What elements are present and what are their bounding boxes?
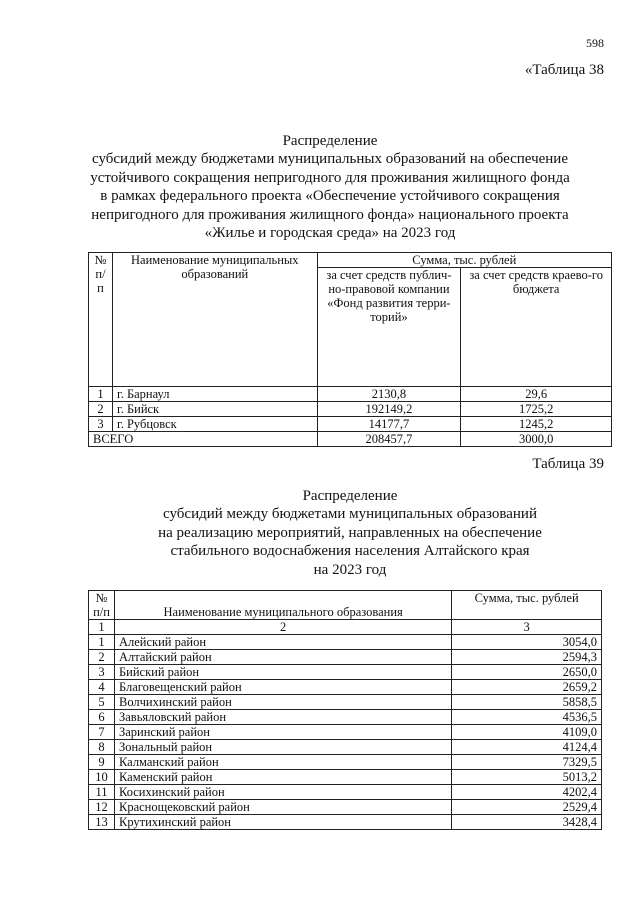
table-row xyxy=(89,417,612,432)
table-39 xyxy=(88,590,602,830)
title-line: в рамках федерального проекта «Обеспечение устойчивого сокращения xyxy=(100,188,560,205)
table-row xyxy=(89,650,602,665)
table-row xyxy=(89,680,602,695)
row-fund: 2130,8 xyxy=(317,387,461,402)
row-name: Бийский район xyxy=(114,665,451,680)
row-num: 1 xyxy=(89,387,113,402)
table-row xyxy=(89,695,602,710)
title-line: Распределение xyxy=(282,133,378,149)
header-sum: Сумма, тыс. рублей xyxy=(452,591,602,620)
row-num: 1 xyxy=(89,635,115,650)
table-row xyxy=(89,815,602,830)
table-row xyxy=(89,740,602,755)
table-39-label: Таблица 39 xyxy=(532,456,604,472)
row-name: г. Бийск xyxy=(112,402,317,417)
table-38 xyxy=(88,252,612,447)
row-sum: 4202,4 xyxy=(452,785,602,800)
row-num: 2 xyxy=(89,650,115,665)
row-sum: 7329,5 xyxy=(452,755,602,770)
row-name: Калманский район xyxy=(114,755,451,770)
row-num: 5 xyxy=(89,695,115,710)
table-row xyxy=(89,800,602,815)
row-regional: 1725,2 xyxy=(461,402,612,417)
title-line: на реализацию мероприятий, направленных на обеспечение xyxy=(158,524,542,541)
table-row xyxy=(89,665,602,680)
header-regional: за счет средств краево-го бюджета xyxy=(461,268,612,387)
row-num: 11 xyxy=(89,785,115,800)
row-num: 4 xyxy=(89,680,115,695)
row-name: Каменский район xyxy=(114,770,451,785)
row-name: Волчихинский район xyxy=(114,695,451,710)
row-fund: 14177,7 xyxy=(317,417,461,432)
table-row xyxy=(89,635,602,650)
row-sum: 4109,0 xyxy=(452,725,602,740)
column-index: 2 xyxy=(114,620,451,635)
column-index: 3 xyxy=(452,620,602,635)
header-fund: за счет средств публич-но-правовой компании «Фонд развития терри-торий» xyxy=(317,268,461,387)
row-name: Благовещенский район xyxy=(114,680,451,695)
row-num: 9 xyxy=(89,755,115,770)
table-row xyxy=(89,755,602,770)
title-line: устойчивого сокращения непригодного для проживания жилищного фонда xyxy=(90,169,570,186)
column-index: 1 xyxy=(89,620,115,635)
title-line: стабильного водоснабжения населения Алтайского края xyxy=(170,543,530,560)
row-num: 7 xyxy=(89,725,115,740)
row-sum: 2594,3 xyxy=(452,650,602,665)
row-name: Косихинский район xyxy=(114,785,451,800)
title-line: субсидий между бюджетами муниципальных образований xyxy=(163,506,537,523)
row-name: г. Рубцовск xyxy=(112,417,317,432)
row-name: Краснощековский район xyxy=(114,800,451,815)
row-num: 10 xyxy=(89,770,115,785)
header-num: № п/п xyxy=(89,253,113,387)
row-sum: 4536,5 xyxy=(452,710,602,725)
title-line: субсидий между бюджетами муниципальных образований на обеспечение xyxy=(92,151,568,168)
row-name: Алейский район xyxy=(114,635,451,650)
header-num: № п/п xyxy=(89,591,115,620)
row-num: 2 xyxy=(89,402,113,417)
row-name: Зональный район xyxy=(114,740,451,755)
table-row xyxy=(89,725,602,740)
header-name: Наименование муниципальных образований xyxy=(112,253,317,387)
row-fund: 192149,2 xyxy=(317,402,461,417)
row-sum: 5858,5 xyxy=(452,695,602,710)
table-38-title xyxy=(60,132,600,242)
title-line: «Жилье и городская среда» на 2023 год xyxy=(204,225,456,242)
row-name: Крутихинский район xyxy=(114,815,451,830)
row-num: 6 xyxy=(89,710,115,725)
row-name: г. Барнаул xyxy=(112,387,317,402)
row-num: 8 xyxy=(89,740,115,755)
table-row xyxy=(89,387,612,402)
title-line: Распределение xyxy=(302,488,398,504)
row-sum: 3054,0 xyxy=(452,635,602,650)
table-row xyxy=(89,402,612,417)
header-name: Наименование муниципального образования xyxy=(114,591,451,620)
table-row xyxy=(89,785,602,800)
row-num: 3 xyxy=(89,417,113,432)
row-num: 3 xyxy=(89,665,115,680)
row-name: Завьяловский район xyxy=(114,710,451,725)
row-sum: 4124,4 xyxy=(452,740,602,755)
table-row xyxy=(89,770,602,785)
table-38-label: «Таблица 38 xyxy=(524,62,604,78)
page-number: 598 xyxy=(586,36,604,50)
total-label: ВСЕГО xyxy=(89,432,318,447)
row-regional: 1245,2 xyxy=(461,417,612,432)
table-row xyxy=(89,710,602,725)
row-num: 13 xyxy=(89,815,115,830)
total-regional: 3000,0 xyxy=(461,432,612,447)
row-sum: 3428,4 xyxy=(452,815,602,830)
total-row xyxy=(89,432,612,447)
row-sum: 5013,2 xyxy=(452,770,602,785)
header-sum: Сумма, тыс. рублей xyxy=(317,253,611,268)
title-line: непригодного для проживания жилищного фонда» национального проекта xyxy=(91,206,569,223)
row-sum: 2529,4 xyxy=(452,800,602,815)
row-regional: 29,6 xyxy=(461,387,612,402)
table-39-title xyxy=(100,487,600,579)
row-name: Заринский район xyxy=(114,725,451,740)
row-sum: 2659,2 xyxy=(452,680,602,695)
row-num: 12 xyxy=(89,800,115,815)
row-sum: 2650,0 xyxy=(452,665,602,680)
total-fund: 208457,7 xyxy=(317,432,461,447)
row-name: Алтайский район xyxy=(114,650,451,665)
title-line: на 2023 год xyxy=(313,561,387,578)
